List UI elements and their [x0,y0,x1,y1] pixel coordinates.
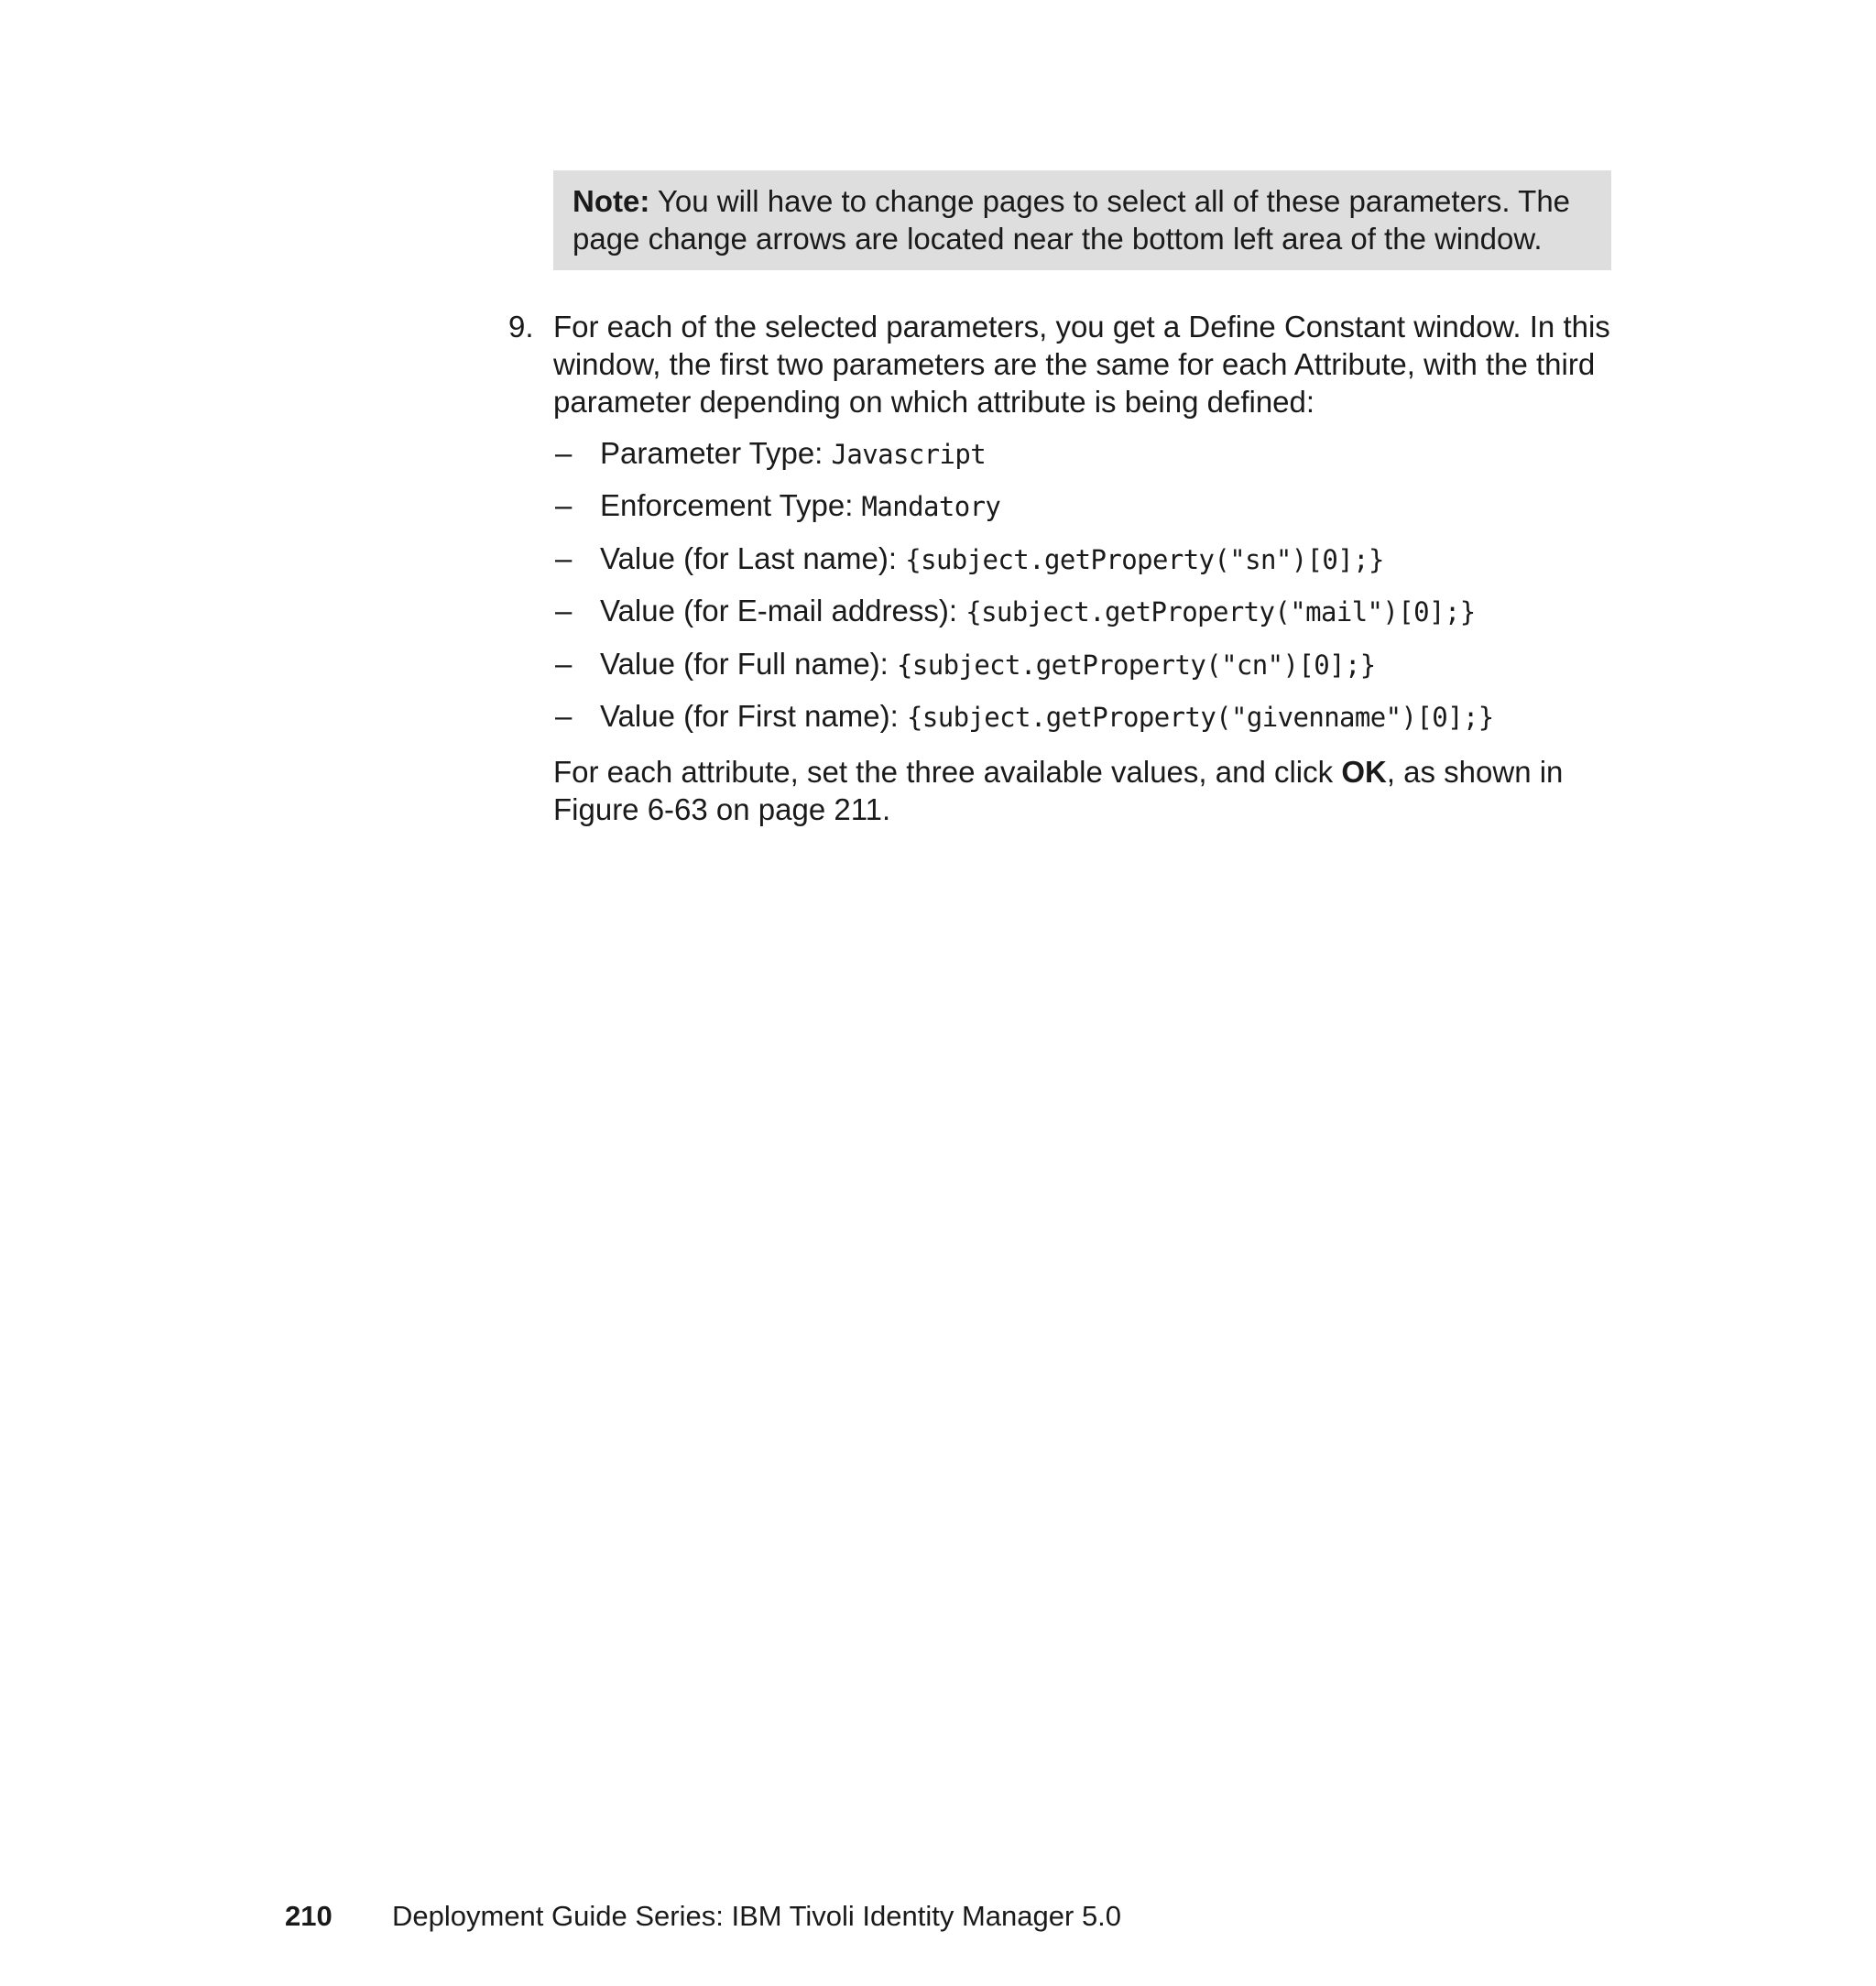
note-text: You will have to change pages to select all of these parameters. The page change arrows are located near the bottom left area of the window. [573,184,1571,256]
dash-bullet: – [555,488,573,523]
dash-bullet: – [555,540,573,575]
dash-bullet: – [555,646,573,681]
bullet-label: Value (for Full name): [600,646,898,681]
bullet-code-value: {subject.getProperty("givenname")[0];} [906,701,1494,733]
closing-text-after: , as shown in Figure 6-63 on page 211. [553,755,1564,826]
closing-text-before: For each attribute, set the three available values, and click [553,755,1342,789]
bullet-label: Value (for First name): [600,698,907,733]
page-number: 210 [285,1900,333,1932]
note-box [553,170,1611,270]
bullet-code-value: Mandatory [861,491,1001,523]
step-text: For each of the selected parameters, you get a Define Constant window. In this window, the first two parameters are the same for each Attribute, with the third parameter depending on which attribute is being defined: [553,310,1610,419]
step-number: 9. [508,310,534,344]
footer-title: Deployment Guide Series: IBM Tivoli Identity Manager 5.0 [392,1900,1122,1932]
dash-bullet: – [555,436,573,470]
list-item-full-name [555,645,1618,697]
list-item-parameter-type [555,434,1618,486]
list-item-first-name [555,697,1618,749]
dash-bullet: – [555,594,573,628]
bullet-label: Value (for E-mail address): [600,594,966,628]
bullet-code-value: {subject.getProperty("sn")[0];} [905,543,1384,575]
bullet-code-value: {subject.getProperty("cn")[0];} [897,649,1376,681]
page-footer [285,1900,1121,1933]
bullet-code-value: {subject.getProperty("mail")[0];} [965,596,1476,628]
bullet-label: Parameter Type: [600,436,832,470]
ok-emphasis: OK [1341,755,1387,789]
list-item-enforcement-type [555,486,1618,539]
list-item-last-name [555,540,1618,592]
closing-paragraph [553,753,1616,828]
list-item-email-address [555,592,1618,644]
parameter-list [555,434,1618,749]
dash-bullet: – [555,698,573,733]
bullet-label: Enforcement Type: [600,488,862,523]
bullet-code-value: Javascript [831,439,987,470]
note-label: Note: [573,184,650,218]
bullet-label: Value (for Last name): [600,540,906,575]
